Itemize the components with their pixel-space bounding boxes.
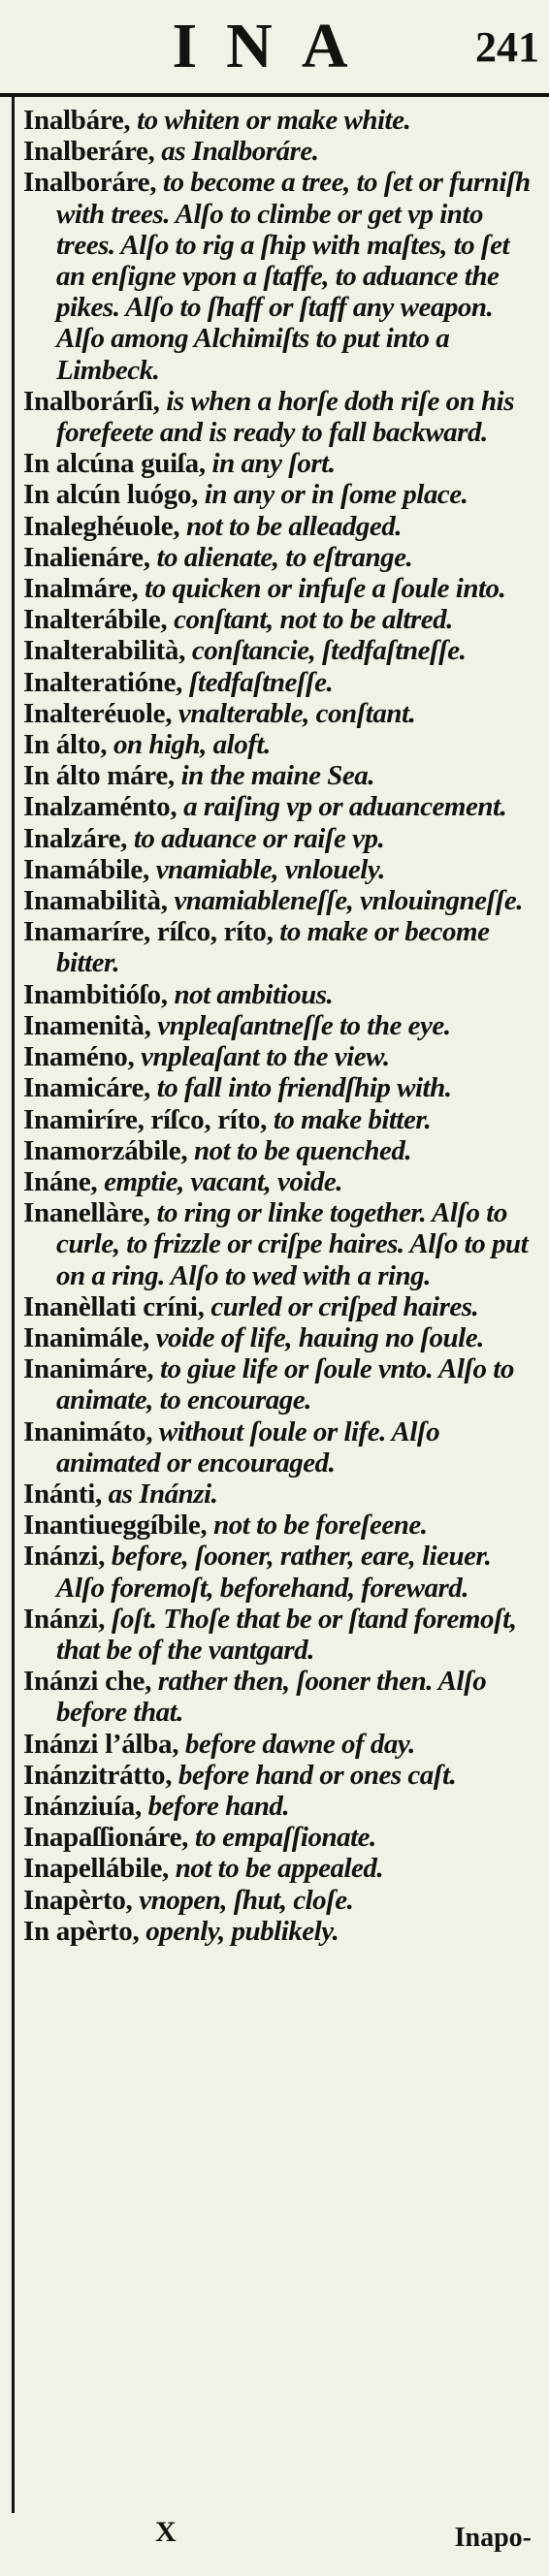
entry-headword: Inánti,	[23, 1478, 102, 1510]
running-head	[0, 6, 549, 91]
dictionary-entry	[23, 1041, 541, 1072]
entry-definition: to aduance or raiſe vp.	[127, 822, 385, 854]
dictionary-entry	[23, 604, 541, 635]
entry-headword: Inanèllati críni,	[23, 1290, 205, 1322]
running-head-word: INA	[172, 11, 377, 81]
entry-headword: In apèrto,	[23, 1915, 140, 1947]
entry-definition: before hand.	[141, 1790, 290, 1822]
entry-headword: Inánzitrátto,	[23, 1759, 173, 1791]
dictionary-entry	[23, 1291, 541, 1322]
entry-headword: Inánzi che,	[23, 1666, 152, 1698]
entry-definition: vnamiableneſſe, vnlouingneſſe.	[167, 885, 523, 917]
entry-headword: Inánzi,	[23, 1541, 106, 1573]
entry-headword: Inapèrto,	[23, 1884, 133, 1916]
entry-definition: in any ſort.	[205, 448, 336, 480]
entry-definition: vnopen, ſhut, cloſe.	[132, 1884, 354, 1916]
entry-headword: In alcún luógo,	[23, 479, 199, 511]
entry-definition: to whiten or make white.	[130, 105, 411, 136]
entry-headword: Inapaſſionáre,	[23, 1822, 189, 1854]
dictionary-entry	[23, 1353, 541, 1415]
entry-headword: Inánzi l’álba,	[23, 1728, 179, 1760]
entry-headword: Inánzi,	[23, 1603, 106, 1635]
dictionary-entry	[23, 386, 541, 448]
entry-headword: Inanimále,	[23, 1321, 149, 1353]
dictionary-entry	[23, 1853, 541, 1884]
entry-definition: as Inánzi.	[101, 1478, 218, 1510]
entry-headword: Inalteratióne,	[23, 666, 183, 698]
entry-definition: rather then, ſooner then. Alſo before that.	[56, 1666, 487, 1729]
dictionary-entry	[23, 479, 541, 510]
dictionary-entry	[23, 1479, 541, 1510]
entry-headword: In álto máre,	[23, 760, 175, 792]
entry-definition: to become a tree, to ſet or furniſh with trees. Alſo to climbe or get vp into trees. Alſo to rig a ſhip with maſtes, to ſet an enſigne vpon a ſtaffe, to aduance the pikes. Alſo to ſhaff or ſtaff any weapon. Alſo among Alchimiſts to put into a Limbeck.	[56, 167, 531, 386]
entry-list	[23, 105, 541, 1947]
entry-headword: Inalbáre,	[23, 105, 131, 136]
entry-definition: before hand or ones caſt.	[172, 1759, 457, 1791]
entry-definition: emptie, vacant, voide.	[97, 1165, 343, 1197]
dictionary-entry	[23, 667, 541, 698]
dictionary-entry	[23, 1166, 541, 1197]
entry-definition: ſtedfaſtneſſe.	[182, 666, 334, 698]
dictionary-entry	[23, 1072, 541, 1103]
entry-headword: Inanellàre,	[23, 1197, 150, 1229]
entry-definition: to empaſſionate.	[188, 1822, 376, 1854]
dictionary-entry	[23, 1885, 541, 1916]
entry-definition: conſtancie, ſtedfaſtneſſe.	[185, 635, 467, 667]
dictionary-entry	[23, 1760, 541, 1791]
entry-headword: Inamaríre, ríſco, ríto,	[23, 916, 274, 948]
entry-headword: Inalzáre,	[23, 822, 128, 854]
entry-headword: Inánziuía,	[23, 1790, 142, 1822]
entry-definition: to quicken or infuſe a ſoule into.	[138, 573, 506, 605]
entry-headword: Inalboráre,	[23, 167, 157, 199]
entry-headword: Inamabilità,	[23, 885, 168, 917]
entry-headword: Inanimáto,	[23, 1415, 153, 1447]
entry-definition: to make bitter.	[267, 1103, 432, 1135]
dictionary-entry	[23, 1604, 541, 1666]
dictionary-entry	[23, 573, 541, 604]
entry-definition: not to be foreſeene.	[207, 1510, 428, 1542]
entry-definition: in any or in ſome place.	[198, 479, 468, 511]
entry-definition: before, ſooner, rather, eare, lieuer. Alſo foremoſt, beforehand, foreward.	[56, 1541, 492, 1604]
dictionary-entry	[23, 1666, 541, 1728]
dictionary-entry	[23, 1541, 541, 1603]
dictionary-entry	[23, 823, 541, 854]
entry-headword: In álto,	[23, 729, 108, 761]
entry-definition: openly, publikely.	[139, 1915, 339, 1947]
entry-definition: to fall into friendſhip with.	[149, 1072, 452, 1104]
dictionary-entry	[23, 1510, 541, 1541]
dictionary-entry	[23, 791, 541, 822]
entry-definition: as Inalboráre.	[154, 136, 319, 168]
entry-definition: not to be alleadged.	[179, 510, 402, 542]
dictionary-entry	[23, 136, 541, 167]
dictionary-entry	[23, 1729, 541, 1760]
entry-headword: Inamenità,	[23, 1009, 151, 1041]
dictionary-entry	[23, 1791, 541, 1822]
dictionary-entry	[23, 542, 541, 573]
entry-definition: to alienate, to eſtrange.	[149, 541, 413, 573]
entry-definition: curled or criſped haires.	[204, 1290, 479, 1322]
header-rule	[0, 93, 549, 97]
entry-headword: Inamicáre,	[23, 1072, 150, 1104]
entry-headword: Inantiueggíbile,	[23, 1510, 208, 1542]
entry-headword: Inalborárſi,	[23, 385, 160, 417]
entry-definition: vnamiable, vnlouely.	[148, 853, 385, 885]
entry-definition: vnpleaſant to the view.	[134, 1041, 390, 1073]
dictionary-entry	[23, 698, 541, 729]
dictionary-entry	[23, 167, 541, 385]
entry-headword: Inambitióſo,	[23, 978, 168, 1010]
dictionary-entry	[23, 511, 541, 542]
entry-headword: Inamiríre, ríſco, ríto,	[23, 1103, 268, 1135]
dictionary-entry	[23, 916, 541, 978]
entry-headword: Inapellábile,	[23, 1853, 169, 1885]
dictionary-entry	[23, 1322, 541, 1353]
entry-definition: without ſoule or life. Alſo animated or encouraged.	[56, 1415, 440, 1479]
dictionary-entry	[23, 979, 541, 1010]
entry-headword: Inaleghéuole,	[23, 510, 180, 542]
entry-definition: in the maine Sea.	[174, 760, 374, 792]
dictionary-entry	[23, 1010, 541, 1041]
dictionary-entry	[23, 854, 541, 885]
entry-definition: conſtant, not to be altred.	[167, 604, 453, 636]
dictionary-entry	[23, 885, 541, 916]
dictionary-entry	[23, 1104, 541, 1135]
entry-definition: vnpleaſantneſſe to the eye.	[150, 1009, 451, 1041]
entry-definition: not ambitious.	[167, 978, 334, 1010]
entry-headword: Inamábile,	[23, 853, 149, 885]
dictionary-entry	[23, 1416, 541, 1479]
entry-definition: not to be quenched.	[187, 1134, 412, 1166]
entry-definition: before dawne of day.	[178, 1728, 415, 1760]
entry-headword: Ináne,	[23, 1165, 98, 1197]
entry-definition: not to be appealed.	[169, 1853, 384, 1885]
dictionary-entry	[23, 1822, 541, 1853]
dictionary-entry	[23, 1197, 541, 1291]
entry-headword: In alcúna guiſa,	[23, 448, 206, 480]
page-number: 241	[475, 23, 539, 71]
entry-headword: Inalteréuole,	[23, 697, 173, 729]
dictionary-entry	[23, 729, 541, 760]
entry-definition: to giue life or ſoule vnto. Alſo to animate, to encourage.	[56, 1353, 514, 1416]
entry-definition: voide of life, hauing no ſoule.	[148, 1321, 484, 1353]
signature-mark: X	[155, 2516, 177, 2548]
dictionary-entry	[23, 1135, 541, 1166]
dictionary-entry	[23, 760, 541, 791]
entry-headword: Inalberáre,	[23, 136, 155, 168]
dictionary-entry	[23, 1916, 541, 1947]
entry-headword: Inalzaménto,	[23, 791, 178, 823]
entry-definition: on high, aloft.	[107, 729, 271, 761]
entry-definition: to ring or linke together. Alſo to curle, to frizzle or criſpe haires. Alſo to put on a ring. Alſo to wed with a ring.	[56, 1197, 529, 1291]
entry-definition: is when a horſe doth riſe on his forefeete and is ready to fall backward.	[56, 385, 515, 449]
dictionary-entry	[23, 448, 541, 479]
catchword: Inapo-	[454, 2523, 532, 2553]
entry-headword: Inamorzábile,	[23, 1134, 188, 1166]
entry-definition: ſoſt. Thoſe that be or ſtand foremoſt, that be of the vantgard.	[56, 1603, 517, 1666]
column-rule	[12, 95, 15, 2513]
entry-definition: vnalterable, conſtant.	[172, 697, 416, 729]
entry-definition: a raiſing vp or aduancement.	[177, 791, 507, 823]
entry-headword: Inalmáre,	[23, 573, 139, 605]
entry-headword: Inalienáre,	[23, 541, 150, 573]
dictionary-entry	[23, 635, 541, 666]
dictionary-entry	[23, 105, 541, 136]
entry-headword: Inanimáre,	[23, 1353, 154, 1385]
entry-definition: to make or become bitter.	[56, 916, 490, 979]
entry-headword: Inaméno,	[23, 1041, 135, 1073]
entry-headword: Inalterabilità,	[23, 635, 186, 667]
entry-headword: Inalterábile,	[23, 604, 168, 636]
